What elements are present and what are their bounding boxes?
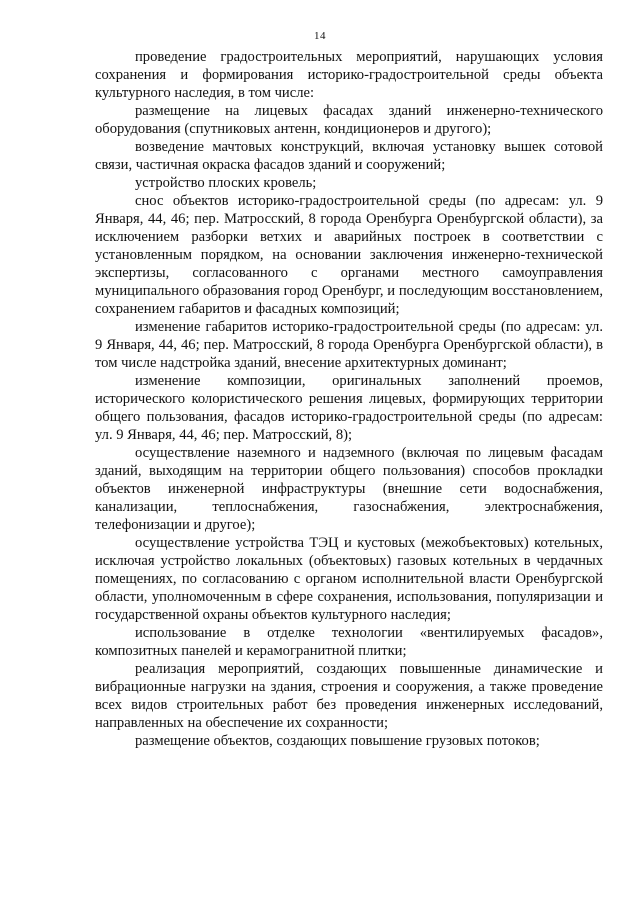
paragraph-7: изменение композиции, оригинальных заполнений проемов, исторического колористического решения лицевых, формирующих территории общего пользования, фасадов историко-градостроительной среды (по адресам: ул. 9 Января, 44, 46; пер. Матросский, 8); bbox=[95, 373, 603, 443]
page-number: 14 bbox=[314, 30, 326, 42]
paragraph-11: реализация мероприятий, создающих повышенные динамические и вибрационные нагрузки на здания, строения и сооружения, а также проведение всех видов строительных работ без проведения инженерных исследований, направленных на обеспечение их сохранности; bbox=[95, 661, 603, 731]
paragraph-6: изменение габаритов историко-градостроительной среды (по адресам: ул. 9 Января, 44, 46; пер. Матросский, 8 города Оренбурга Оренбургской области), в том числе надстройка зданий, внесение архитектурных доминант; bbox=[95, 319, 603, 371]
paragraph-8: осуществление наземного и надземного (включая по лицевым фасадам зданий, выходящим на территории общего пользования) способов прокладки объектов инженерной инфраструктуры (внешние сети водоснабжения, канализации, теплоснабжения, газоснабжения, электроснабжения, телефонизации и другое); bbox=[95, 445, 603, 533]
document-body bbox=[95, 48, 603, 750]
paragraph-2: размещение на лицевых фасадах зданий инженерно-технического оборудования (спутниковых антенн, кондиционеров и другого); bbox=[95, 103, 603, 137]
paragraph-4: устройство плоских кровель; bbox=[135, 175, 317, 191]
paragraph-3: возведение мачтовых конструкций, включая установку вышек сотовой связи, частичная окраска фасадов зданий и сооружений; bbox=[95, 139, 603, 173]
paragraph-12: размещение объектов, создающих повышение грузовых потоков; bbox=[135, 733, 540, 749]
paragraph-10: использование в отделке технологии «вентилируемых фасадов», композитных панелей и керамогранитной плитки; bbox=[95, 625, 603, 659]
paragraph-1: проведение градостроительных мероприятий, нарушающих условия сохранения и формирования историко-градостроительной среды объекта культурного наследия, в том числе: bbox=[95, 49, 603, 101]
paragraph-9: осуществление устройства ТЭЦ и кустовых (межобъектовых) котельных, исключая устройство локальных (объектовых) газовых котельных в чердачных помещениях, по согласованию с органом исполнительной власти Оренбургской области, уполномоченным в сфере сохранения, использования, популяризации и государственной охраны объектов культурного наследия; bbox=[95, 535, 603, 623]
paragraph-5: снос объектов историко-градостроительной среды (по адресам: ул. 9 Января, 44, 46; пер. Матросский, 8 города Оренбурга Оренбургской области), за исключением разборки ветхих и аварийных построек в соответствии с установленным порядком, на основании заключения инженерно-технической экспертизы, согласованного с органами местного самоуправления муниципального образования город Оренбург, и последующим восстановлением, сохранением габаритов и фасадных композиций; bbox=[95, 193, 603, 317]
